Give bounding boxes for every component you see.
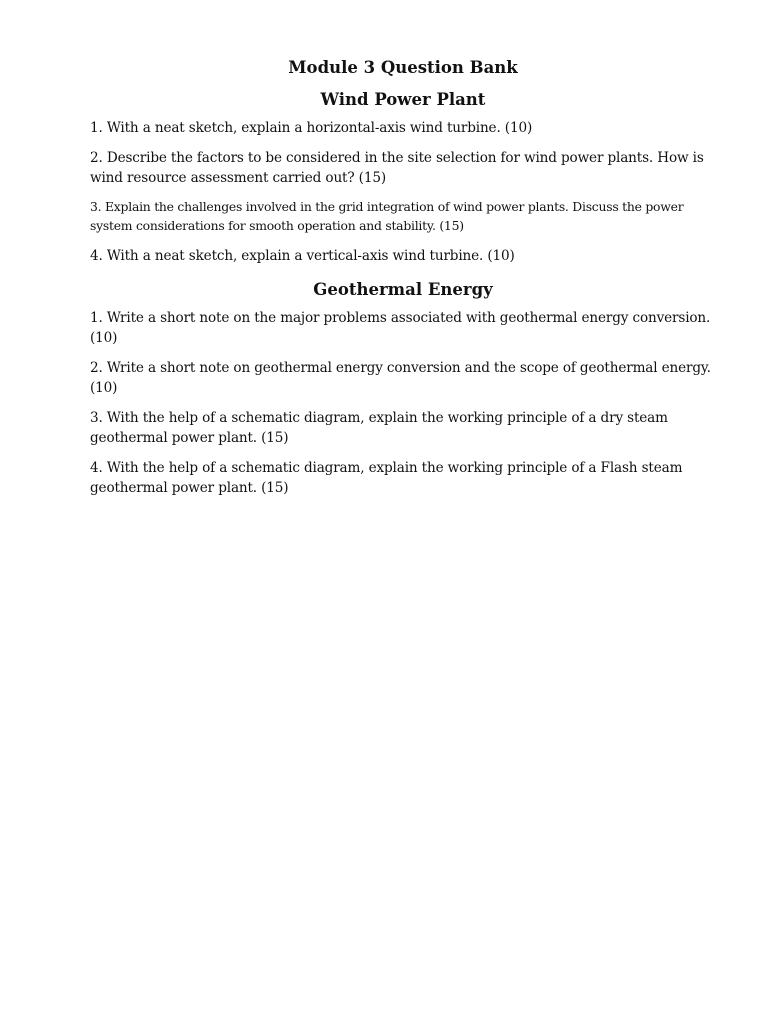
question-geothermal-4: 4. With the help of a schematic diagram, explain the working principle of a Flash steam geothermal power plant. (15) <box>90 460 683 496</box>
question-wind-4: 4. With a neat sketch, explain a vertical-axis wind turbine. (10) <box>90 248 515 264</box>
question-geothermal-1: 1. Write a short note on the major problems associated with geothermal energy conversion. (10) <box>90 310 711 346</box>
section-heading-geothermal-energy: Geothermal Energy <box>313 280 493 299</box>
question-wind-3: 3. Explain the challenges involved in the grid integration of wind power plants. Discuss the power system considerations for smooth operation and stability. (15) <box>90 199 684 233</box>
question-wind-2: 2. Describe the factors to be considered in the site selection for wind power plants. How is wind resource assessment carried out? (15) <box>90 150 704 186</box>
question-geothermal-3: 3. With the help of a schematic diagram, explain the working principle of a dry steam geothermal power plant. (15) <box>90 410 668 446</box>
question-geothermal-2: 2. Write a short note on geothermal energy conversion and the scope of geothermal energy. (10) <box>90 360 711 396</box>
document-title: Module 3 Question Bank <box>288 58 518 77</box>
document-content <box>90 57 716 508</box>
question-wind-1: 1. With a neat sketch, explain a horizontal-axis wind turbine. (10) <box>90 120 533 136</box>
section-heading-wind-power-plant: Wind Power Plant <box>320 90 486 109</box>
